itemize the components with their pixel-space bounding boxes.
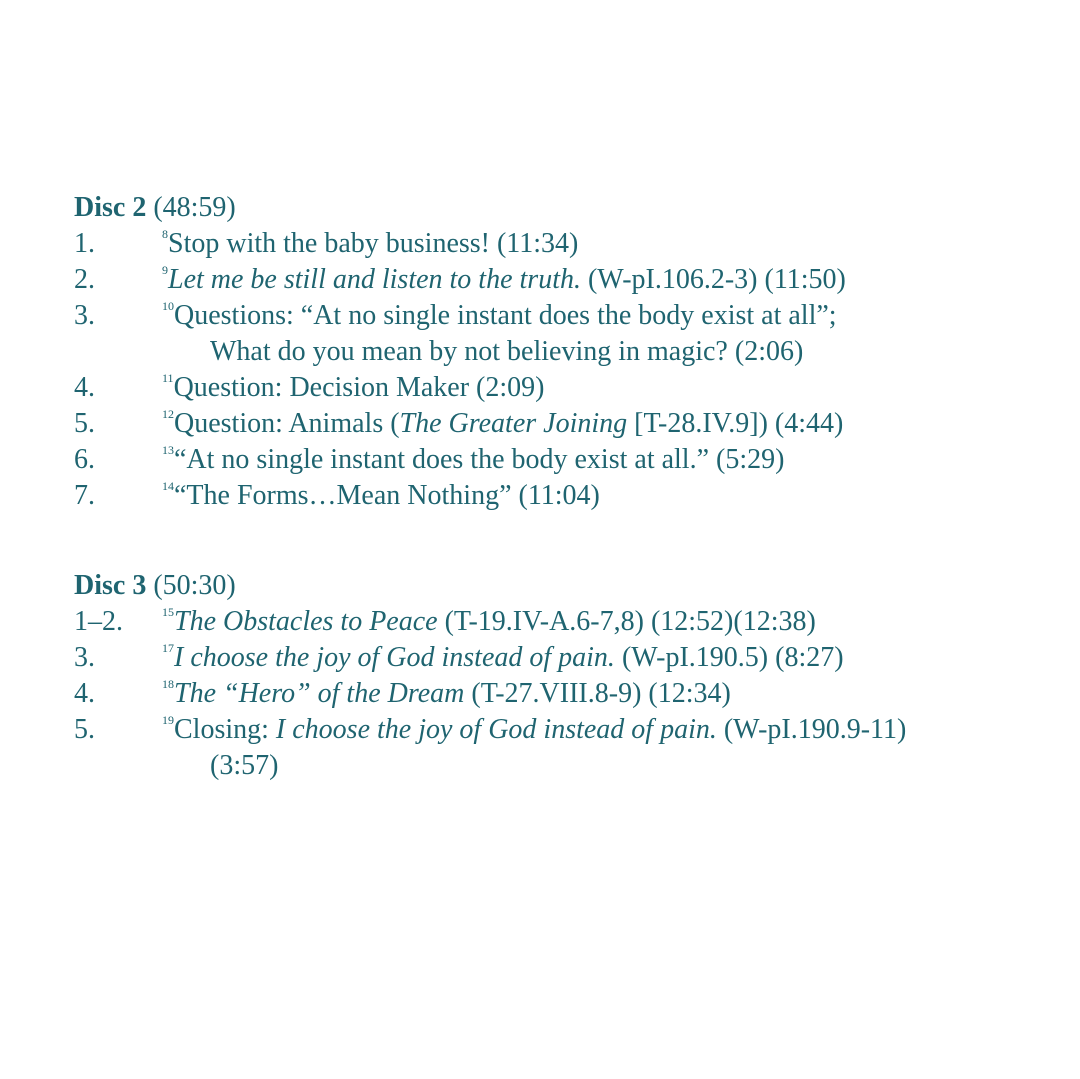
track-title-text: “The Forms…Mean Nothing” (11:04): [174, 480, 600, 511]
track-ref-number: 18: [162, 677, 174, 691]
disc-heading: [74, 190, 1034, 226]
disc-heading: [74, 568, 1034, 604]
track-title: [162, 604, 1034, 640]
disc-label: Disc 3: [74, 570, 147, 601]
track-title-italic: Let me be still and listen to the truth.: [168, 264, 581, 295]
track-row: [74, 370, 1034, 406]
track-title: [162, 712, 1034, 784]
track-title: [162, 370, 1034, 406]
track-title: [162, 442, 1034, 478]
track-title: [162, 298, 1034, 370]
track-ref-number: 19: [162, 713, 174, 727]
track-ref-number: 12: [162, 407, 174, 421]
track-row: [74, 406, 1034, 442]
track-number: 2.: [74, 264, 95, 295]
track-ref-number: 14: [162, 479, 174, 493]
track-number: 5.: [74, 714, 95, 745]
track-ref-number: 10: [162, 299, 174, 313]
track-title: [162, 640, 1034, 676]
track-number: 3.: [74, 300, 95, 331]
disc-section: [74, 568, 1034, 784]
disc-section: [74, 190, 1034, 514]
track-number: 3.: [74, 642, 95, 673]
track-number: 7.: [74, 480, 95, 511]
track-ref-number: 13: [162, 443, 174, 457]
track-ref-number: 11: [162, 371, 174, 385]
track-title-continuation: What do you mean by not believing in magic? (2:06): [210, 336, 804, 367]
track-ref-number: 8: [162, 227, 168, 241]
track-row: [74, 604, 1034, 640]
track-row: [74, 712, 1034, 784]
disc-label: Disc 2: [74, 192, 147, 223]
track-number: 6.: [74, 444, 95, 475]
track-title-italic: I choose the joy of God instead of pain.: [275, 714, 717, 745]
track-row: [74, 676, 1034, 712]
track-title-text: Question: Animals (: [174, 408, 400, 439]
track-title: [162, 406, 1034, 442]
track-title-text: (T-27.VIII.8-9) (12:34): [464, 678, 731, 709]
track-title-text: [T-28.IV.9]) (4:44): [627, 408, 844, 439]
track-title-text: (W-pI.190.9-11): [716, 714, 907, 745]
track-row: [74, 478, 1034, 514]
track-number: 4.: [74, 372, 95, 403]
track-row: [74, 442, 1034, 478]
track-number: 1.: [74, 228, 95, 259]
disc-duration: (50:30): [153, 570, 236, 601]
track-row: [74, 640, 1034, 676]
track-number: 5.: [74, 408, 95, 439]
track-title-italic: I choose the joy of God instead of pain.: [174, 642, 615, 673]
track-title-italic: The Greater Joining: [399, 408, 628, 439]
track-ref-number: 17: [162, 641, 174, 655]
track-title-text: (W-pI.106.2-3) (11:50): [580, 264, 846, 295]
track-title: [162, 226, 1034, 262]
track-title-continuation: (3:57): [210, 750, 279, 781]
track-number: 4.: [74, 678, 95, 709]
track-row: [74, 226, 1034, 262]
track-title: [162, 676, 1034, 712]
track-title-text: “At no single instant does the body exist at all.” (5:29): [174, 444, 785, 475]
track-row: [74, 262, 1034, 298]
track-title-text: Stop with the baby business! (11:34): [168, 228, 579, 259]
disc-duration: (48:59): [153, 192, 236, 223]
track-title-text: Questions: “At no single instant does the body exist at all”;: [174, 300, 837, 331]
track-number: 1–2.: [74, 606, 123, 637]
track-row: [74, 298, 1034, 370]
track-title-text: Closing:: [174, 714, 276, 745]
track-title-italic: The “Hero” of the Dream: [174, 678, 465, 709]
track-title-text: (T-19.IV-A.6-7,8) (12:52)(12:38): [437, 606, 816, 637]
track-listing: [74, 190, 1034, 784]
track-ref-number: 9: [162, 263, 168, 277]
track-title: [162, 478, 1034, 514]
track-title: [162, 262, 1034, 298]
track-title-text: (W-pI.190.5) (8:27): [614, 642, 844, 673]
track-ref-number: 15: [162, 605, 174, 619]
track-title-text: Question: Decision Maker (2:09): [173, 372, 545, 403]
track-title-italic: The Obstacles to Peace: [174, 606, 438, 637]
